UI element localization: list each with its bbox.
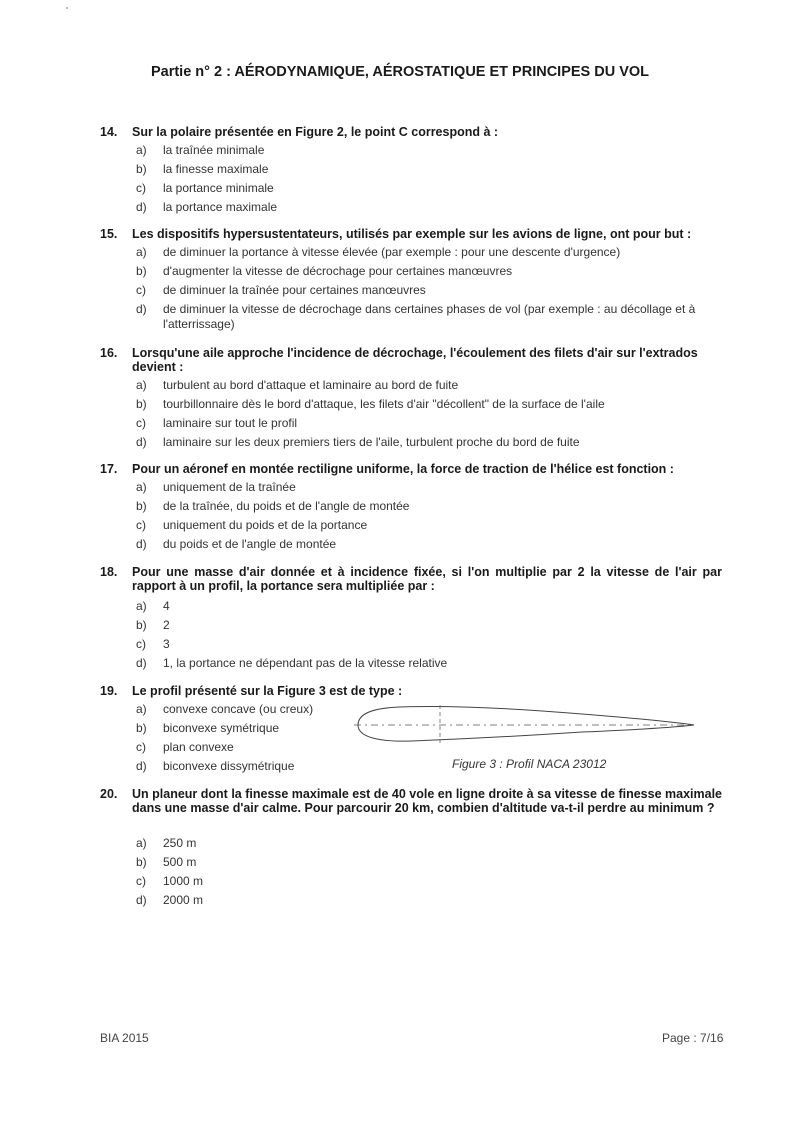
- answer-text: 1, la portance ne dépendant pas de la vitesse relative: [163, 656, 448, 670]
- answer-letter: a): [136, 143, 147, 157]
- answer-text: uniquement de la traînée: [163, 480, 296, 494]
- answer-option[interactable]: [0, 480, 800, 498]
- answer-option[interactable]: [0, 599, 800, 617]
- question-number: 19.: [100, 684, 118, 698]
- question-text: Pour un aéronef en montée rectiligne uniforme, la force de traction de l'hélice est fonction :: [132, 462, 674, 476]
- answer-text: d'augmenter la vitesse de décrochage pour certaines manœuvres: [163, 264, 513, 278]
- answer-letter: a): [136, 245, 147, 259]
- answer-text: de diminuer la vitesse de décrochage dans certaines phases de vol (par exemple : au décollage et à l'atterrissage): [163, 302, 696, 331]
- answer-letter: b): [136, 264, 147, 278]
- answer-letter: a): [136, 836, 147, 850]
- answer-text: 250 m: [163, 836, 197, 850]
- answer-letter: d): [136, 435, 147, 449]
- answer-letter: b): [136, 499, 147, 513]
- answer-option[interactable]: [0, 518, 800, 536]
- answer-option[interactable]: [0, 397, 800, 415]
- answer-letter: d): [136, 759, 147, 773]
- question-number: 15.: [100, 227, 118, 241]
- answer-text: uniquement du poids et de la portance: [163, 518, 368, 532]
- answer-option[interactable]: [0, 499, 800, 517]
- question-text: Le profil présenté sur la Figure 3 est de type :: [132, 684, 403, 698]
- answer-text: laminaire sur les deux premiers tiers de l'aile, turbulent proche du bord de fuite: [163, 435, 580, 449]
- question-text: Lorsqu'une aile approche l'incidence de décrochage, l'écoulement des filets d'air sur l'extrados devient :: [132, 346, 698, 374]
- answer-text: 3: [163, 637, 170, 651]
- answer-letter: d): [136, 656, 147, 670]
- airfoil-profile-figure: [352, 699, 702, 749]
- answer-option[interactable]: [0, 435, 800, 453]
- answer-option[interactable]: [0, 378, 800, 396]
- answer-option[interactable]: [0, 416, 800, 434]
- answer-text: la finesse maximale: [163, 162, 269, 176]
- answer-letter: b): [136, 397, 147, 411]
- answer-option[interactable]: [0, 759, 800, 777]
- answer-option[interactable]: [0, 302, 800, 334]
- answer-letter: c): [136, 283, 146, 297]
- answer-text: de diminuer la portance à vitesse élevée (par exemple : pour une descente d'urgence): [163, 245, 621, 259]
- answer-option[interactable]: [0, 283, 800, 301]
- answer-option[interactable]: [0, 893, 800, 911]
- answer-option[interactable]: [0, 836, 800, 854]
- answer-option[interactable]: [0, 874, 800, 892]
- answer-option[interactable]: [0, 143, 800, 161]
- answer-text: biconvexe dissymétrique: [163, 759, 295, 773]
- figure-caption: Figure 3 : Profil NACA 23012: [452, 757, 607, 771]
- answer-letter: a): [136, 599, 147, 613]
- page-title: Partie n° 2 : AÉRODYNAMIQUE, AÉROSTATIQUE ET PRINCIPES DU VOL: [150, 64, 650, 80]
- answer-text: la traînée minimale: [163, 143, 265, 157]
- question-text: Les dispositifs hypersustentateurs, utilisés par exemple sur les avions de ligne, ont pour but :: [132, 227, 692, 241]
- answer-option[interactable]: [0, 855, 800, 873]
- answer-text: la portance maximale: [163, 200, 278, 214]
- footer-page-number: Page : 7/16: [662, 1031, 724, 1045]
- answer-text: laminaire sur tout le profil: [163, 416, 298, 430]
- answer-option[interactable]: [0, 637, 800, 655]
- answer-option[interactable]: [0, 537, 800, 555]
- question-number: 18.: [100, 565, 118, 579]
- answer-letter: a): [136, 378, 147, 392]
- answer-text: turbulent au bord d'attaque et laminaire au bord de fuite: [163, 378, 459, 392]
- question-text: Un planeur dont la finesse maximale est de 40 vole en ligne droite à sa vitesse de finesse maximale dans une masse d'air calme. Pour parcourir 20 km, combien d'altitude va-t-il perdre au minimum ?: [132, 787, 722, 815]
- answer-letter: d): [136, 893, 147, 907]
- answer-option[interactable]: [0, 245, 800, 263]
- question-text: Sur la polaire présentée en Figure 2, le point C correspond à :: [132, 125, 499, 139]
- answer-option[interactable]: [0, 618, 800, 636]
- answer-text: de la traînée, du poids et de l'angle de montée: [163, 499, 410, 513]
- answer-letter: b): [136, 162, 147, 176]
- answer-option[interactable]: [0, 181, 800, 199]
- answer-letter: c): [136, 416, 146, 430]
- answer-letter: c): [136, 637, 146, 651]
- answer-text: 1000 m: [163, 874, 204, 888]
- answer-text: la portance minimale: [163, 181, 274, 195]
- answer-text: 2: [163, 618, 170, 632]
- answer-text: plan convexe: [163, 740, 234, 754]
- question-number: 17.: [100, 462, 118, 476]
- answer-option[interactable]: [0, 656, 800, 674]
- answer-letter: a): [136, 702, 147, 716]
- airfoil-outline: [358, 706, 694, 741]
- answer-option[interactable]: [0, 162, 800, 180]
- answer-option[interactable]: [0, 200, 800, 218]
- answer-letter: b): [136, 721, 147, 735]
- question-number: 16.: [100, 346, 118, 360]
- answer-option[interactable]: [0, 264, 800, 282]
- footer-exam-label: BIA 2015: [100, 1031, 149, 1045]
- answer-text: tourbillonnaire dès le bord d'attaque, les filets d'air "décollent" de la surface de l'aile: [163, 397, 605, 411]
- answer-text: convexe concave (ou creux): [163, 702, 314, 716]
- answer-letter: b): [136, 618, 147, 632]
- answer-letter: b): [136, 855, 147, 869]
- answer-letter: d): [136, 200, 147, 214]
- answer-text: 2000 m: [163, 893, 204, 907]
- answer-letter: a): [136, 480, 147, 494]
- answer-letter: c): [136, 181, 146, 195]
- answer-text: biconvexe symétrique: [163, 721, 280, 735]
- scan-speck: [66, 7, 68, 9]
- answer-letter: c): [136, 518, 146, 532]
- answer-letter: c): [136, 874, 146, 888]
- answer-text: 500 m: [163, 855, 197, 869]
- answer-text: 4: [163, 599, 170, 613]
- answer-letter: d): [136, 302, 147, 316]
- question-text: Pour une masse d'air donnée et à incidence fixée, si l'on multiplie par 2 la vitesse de l'air par rapport à un profil, la portance sera multipliée par :: [132, 565, 722, 593]
- answer-letter: d): [136, 537, 147, 551]
- question-number: 20.: [100, 787, 118, 801]
- question-number: 14.: [100, 125, 118, 139]
- answer-text: de diminuer la traînée pour certaines manœuvres: [163, 283, 426, 297]
- answer-letter: c): [136, 740, 146, 754]
- answer-text: du poids et de l'angle de montée: [163, 537, 337, 551]
